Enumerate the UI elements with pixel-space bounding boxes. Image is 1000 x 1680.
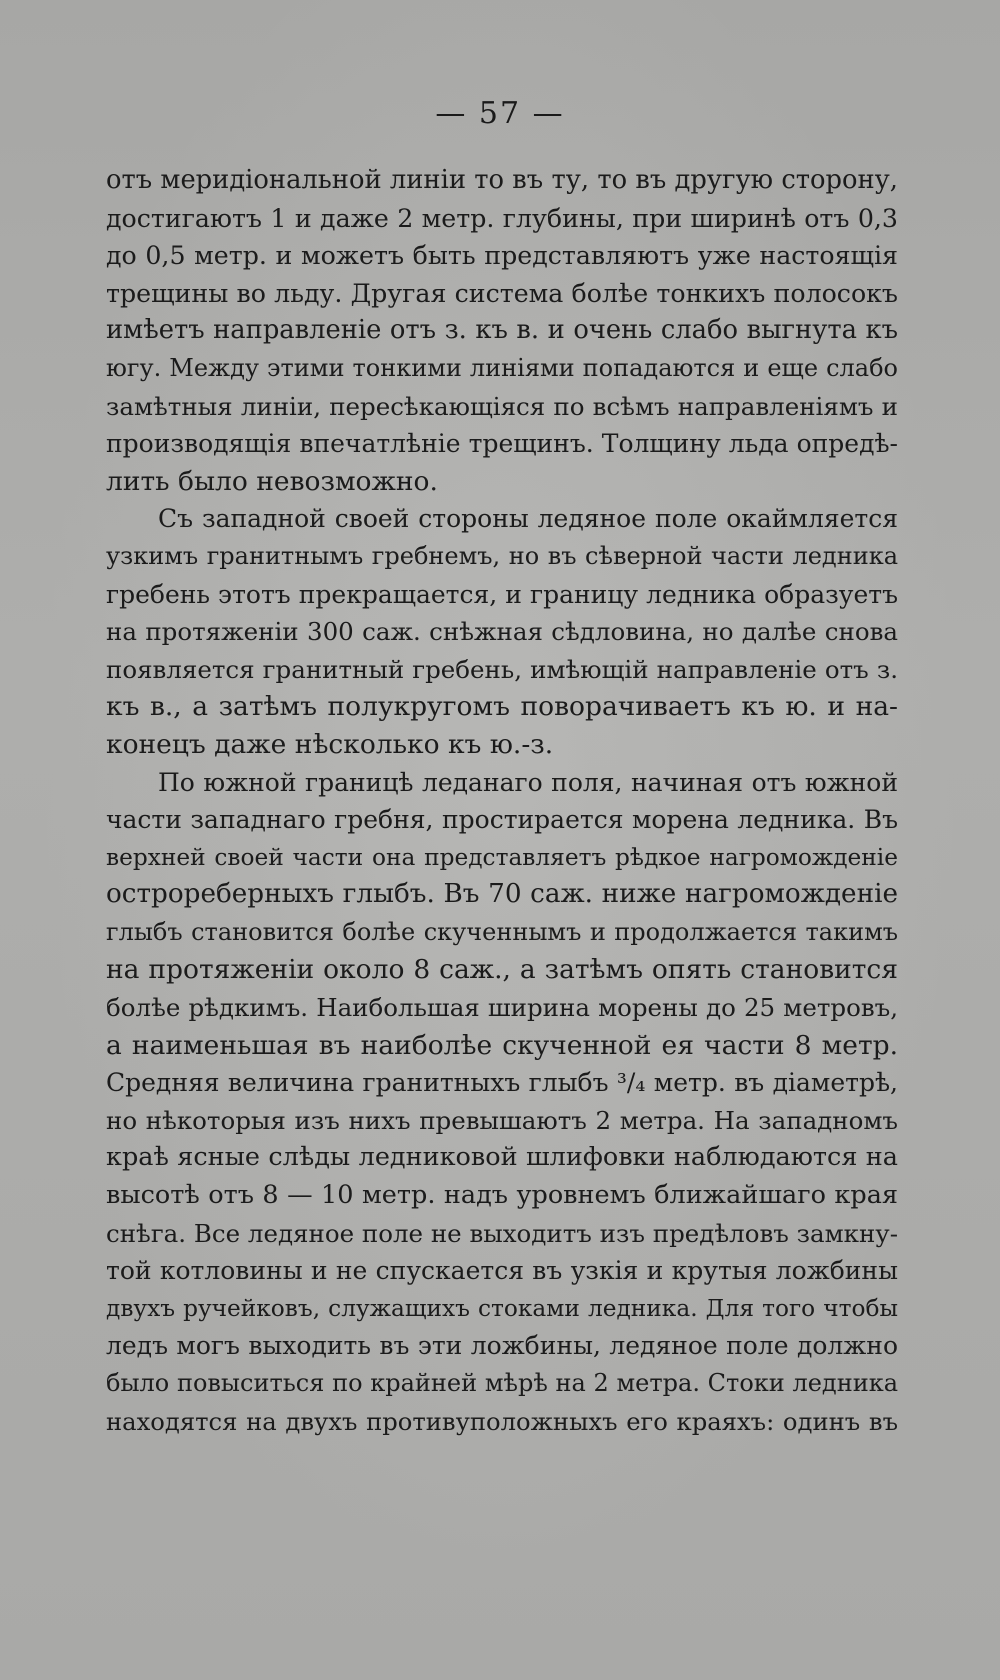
text-line: было повыситься по крайней мѣрѣ на 2 метра. Стоки ледника	[106, 1369, 898, 1397]
paragraph-1	[106, 162, 898, 500]
text-line: высотѣ отъ 8 — 10 метр. надъ уровнемъ ближайшаго края	[106, 1180, 898, 1211]
paragraph-2	[106, 500, 898, 763]
text-line: югу. Между этими тонкими линіями попадаются и еще слабо	[106, 353, 898, 382]
text-line: а наименьшая въ наиболѣе скученной ея части 8 метр.	[106, 1029, 898, 1061]
text-line: на протяженіи около 8 саж., а затѣмъ опять становится	[106, 954, 898, 986]
text-line: производящія впечатлѣніе трещинъ. Толщину льда опредѣ-	[106, 429, 898, 459]
text-line: верхней своей части она представляетъ рѣдкое нагроможденіе	[106, 843, 898, 871]
text-line: болѣе рѣдкимъ. Наибольшая ширина морены до 25 метровъ,	[106, 993, 898, 1023]
text-line: глыбъ становится болѣе скученнымъ и продолжается такимъ	[106, 917, 898, 946]
text-line: достигаютъ 1 и даже 2 метр. глубины, при ширинѣ отъ 0,3	[106, 203, 898, 233]
text-line: имѣетъ направленіе отъ з. къ в. и очень слабо выгнута къ	[106, 315, 898, 346]
text-line: части западнаго гребня, простирается морена ледника. Въ	[106, 805, 898, 835]
text-line: Съ западной своей стороны ледяное поле окаймляется	[158, 504, 898, 534]
text-line: находятся на двухъ противуположныхъ его краяхъ: одинъ въ	[106, 1406, 898, 1436]
text-line: отъ меридіональной линіи то въ ту, то въ другую сторону,	[106, 165, 898, 195]
page-number: — 57 —	[435, 96, 565, 131]
text-line: той котловины и не спускается въ узкія и крутыя ложбины	[106, 1256, 898, 1286]
text-line: на протяженіи 300 саж. снѣжная сѣдловина, но далѣе снова	[106, 617, 898, 647]
paragraph-3	[106, 764, 898, 1441]
text-line: снѣга. Все ледяное поле не выходитъ изъ предѣловъ замкну-	[106, 1218, 898, 1248]
text-line: острореберныхъ глыбъ. Въ 70 саж. ниже нагроможденіе	[106, 879, 898, 910]
text-line: лить было невозможно.	[106, 465, 438, 497]
text-line: гребень этотъ прекращается, и границу ледника образуетъ	[106, 579, 898, 609]
text-line: ледъ могъ выходить въ эти ложбины, ледяное поле должно	[106, 1331, 898, 1361]
page-text	[106, 162, 898, 1440]
text-line: до 0,5 метр. и можетъ быть представляютъ уже настоящія	[106, 241, 898, 271]
text-line: двухъ ручейковъ, служащихъ стоками ледника. Для того чтобы	[106, 1294, 898, 1322]
text-line: узкимъ гранитнымъ гребнемъ, но въ сѣверной части ледника	[106, 541, 898, 570]
text-line: къ в., а затѣмъ полукругомъ поворачиваетъ къ ю. и на-	[106, 691, 898, 723]
text-line: конецъ даже нѣсколько къ ю.-з.	[106, 728, 554, 760]
text-line: но нѣкоторыя изъ нихъ превышаютъ 2 метра. На западномъ	[106, 1105, 898, 1135]
text-line: Средняя величина гранитныхъ глыбъ ³/₄ метр. въ діаметрѣ,	[106, 1068, 898, 1098]
text-line: появляется гранитный гребень, имѣющій направленіе отъ з.	[106, 654, 898, 684]
text-line: По южной границѣ леданаго поля, начиная отъ южной	[158, 767, 898, 797]
text-line: краѣ ясные слѣды ледниковой шлифовки наблюдаются на	[106, 1142, 898, 1173]
text-line: замѣтныя линіи, пересѣкающіяся по всѣмъ направленіямъ и	[106, 391, 898, 421]
text-line: трещины во льду. Другая система болѣе тонкихъ полосокъ	[106, 278, 898, 308]
